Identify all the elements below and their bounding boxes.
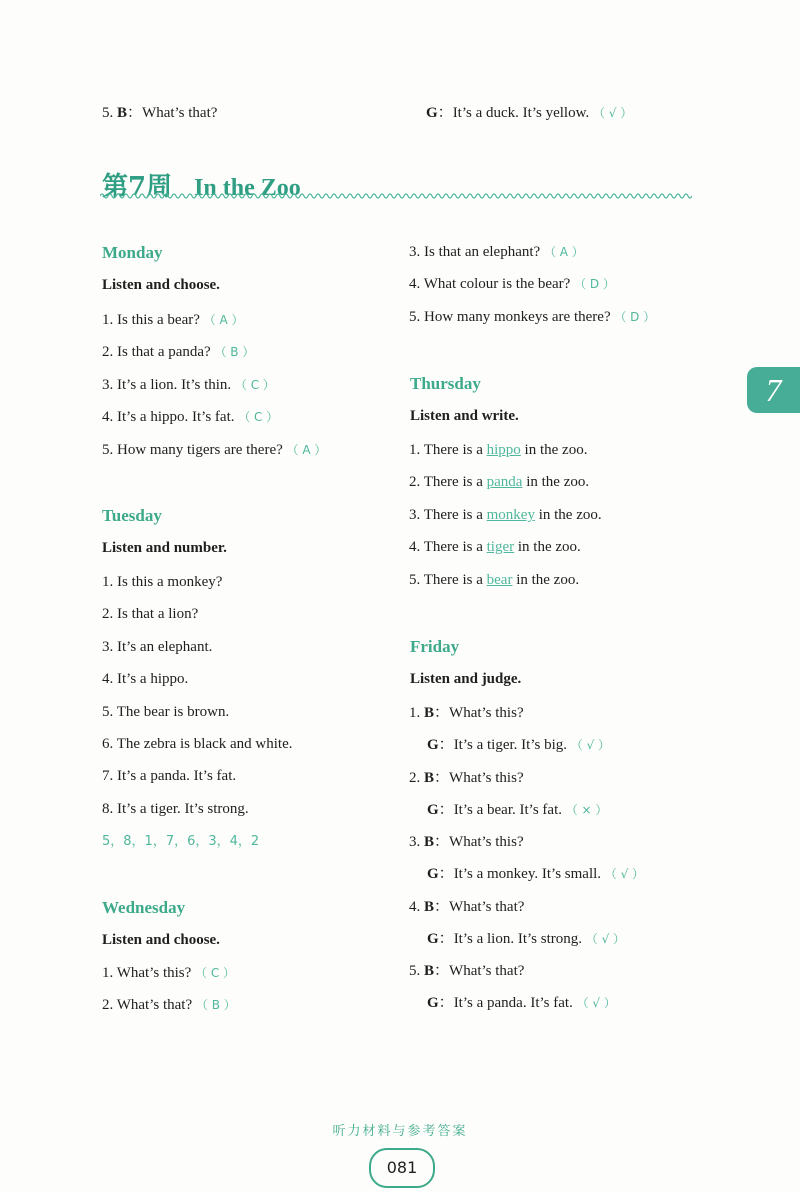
answer-choice: （ D ） <box>614 309 656 324</box>
filled-blank: hippo <box>486 442 521 458</box>
instruction-friday: Listen and judge. <box>410 671 522 687</box>
sentence-start: 5. There is a <box>409 571 483 588</box>
question-text: What’s that? <box>449 963 525 979</box>
speaker-g: G <box>427 995 439 1012</box>
friday-reply <box>427 800 607 820</box>
sentence-end: in the zoo. <box>526 474 590 491</box>
answer-choice: （ D ） <box>574 277 615 292</box>
reply-text: It’s a panda. It’s fat. <box>453 995 573 1012</box>
question-text: 2. Is that a panda? <box>102 344 211 361</box>
speaker-b: B <box>117 105 128 121</box>
friday-reply <box>427 929 625 949</box>
instruction-wednesday: Listen and choose. <box>102 932 220 948</box>
monday-item <box>102 407 278 427</box>
judge-mark: （ × ） <box>565 802 608 817</box>
answer-choice: （ A ） <box>203 313 244 327</box>
thursday-item <box>409 570 579 590</box>
page-number: 081 <box>369 1148 435 1188</box>
colon: ： <box>438 930 454 947</box>
friday-question <box>409 832 524 852</box>
answer-choice: （ A ） <box>286 442 327 457</box>
question-text: 3. It’s a lion. It’s thin. <box>102 376 232 393</box>
colon: ： <box>434 705 450 721</box>
filled-blank: bear <box>486 571 513 588</box>
question-text: 3. Is that an elephant? <box>409 244 541 260</box>
sentence-end: in the zoo. <box>538 506 602 523</box>
question-text: What’s that? <box>449 898 525 915</box>
week-title-zh: 第7周 <box>102 172 173 202</box>
question-text: 5. How many tigers are there? <box>102 441 283 458</box>
colon: ： <box>127 105 143 121</box>
answer-choice: （ C ） <box>238 410 279 425</box>
thursday-item <box>409 472 589 492</box>
sentence-start: 1. There is a <box>409 442 483 458</box>
sentence-start: 3. There is a <box>409 506 483 523</box>
speaker-b: B <box>424 898 435 915</box>
day-tuesday: Tuesday <box>102 506 162 525</box>
week-title-en: In the Zoo <box>194 175 301 201</box>
answer-choice: （ C ） <box>195 966 236 980</box>
day-wednesday: Wednesday <box>102 898 186 917</box>
item-number: 3. <box>409 834 421 850</box>
tuesday-item: 6. The zebra is black and white. <box>102 736 293 752</box>
filled-blank: tiger <box>486 539 515 556</box>
tuesday-item: 4. It’s a hippo. <box>102 671 189 688</box>
answer-mark: （ √ ） <box>592 106 633 120</box>
judge-mark: （ √ ） <box>570 738 611 753</box>
question-text: 2. What’s that? <box>102 997 193 1014</box>
colon: ： <box>434 963 450 979</box>
colon: ： <box>434 898 450 915</box>
speaker-b: B <box>424 769 435 786</box>
filled-blank: monkey <box>486 506 535 523</box>
monday-item <box>102 310 243 330</box>
monday-item <box>102 440 326 460</box>
thursday-item <box>409 440 587 460</box>
friday-reply <box>427 735 610 755</box>
question-text: What’s that? <box>142 105 218 121</box>
day-friday: Friday <box>410 637 460 656</box>
speaker-g: G <box>426 105 438 121</box>
day-monday: Monday <box>102 243 163 262</box>
speaker-b: B <box>424 705 435 721</box>
question-text: 1. Is this a bear? <box>102 312 200 328</box>
tuesday-item: 1. Is this a monkey? <box>102 574 223 590</box>
wednesday-item <box>409 274 615 294</box>
chapter-tab: 7 <box>747 367 800 413</box>
question-text: 1. What’s this? <box>102 965 192 981</box>
item-number: 5. <box>102 105 114 121</box>
question-text: What’s this? <box>449 834 524 850</box>
reply-text: It’s a monkey. It’s small. <box>453 866 602 883</box>
question-text: 4. It’s a hippo. It’s fat. <box>102 409 235 426</box>
wednesday-item <box>409 307 655 327</box>
colon: ： <box>438 995 454 1012</box>
item-number: 4. <box>409 898 421 915</box>
friday-question <box>409 897 524 917</box>
friday-question <box>409 703 524 723</box>
colon: ： <box>438 737 454 754</box>
speaker-b: B <box>424 963 435 979</box>
judge-mark: （ √ ） <box>604 867 645 882</box>
monday-item <box>102 342 254 362</box>
colon: ： <box>438 866 454 883</box>
tuesday-item: 2. Is that a lion? <box>102 606 199 623</box>
sentence-end: in the zoo. <box>524 442 588 458</box>
answer-choice: （ A ） <box>543 245 584 259</box>
friday-reply <box>427 864 644 884</box>
question-text: What’s this? <box>449 705 524 721</box>
speaker-g: G <box>427 801 439 818</box>
item-number: 2. <box>409 769 421 786</box>
instruction-thursday: Listen and write. <box>410 408 519 424</box>
tuesday-item: 7. It’s a panda. It’s fat. <box>102 768 237 785</box>
reply-text: It’s a lion. It’s strong. <box>453 930 583 947</box>
monday-item <box>102 375 275 395</box>
answer-choice: （ B ） <box>195 998 236 1013</box>
day-thursday: Thursday <box>410 374 481 393</box>
thursday-item <box>409 537 581 557</box>
item-number: 1. <box>409 705 421 721</box>
question-text: 5. How many monkeys are there? <box>409 308 611 325</box>
colon: ： <box>434 769 450 786</box>
friday-question <box>409 961 524 981</box>
question-text: 4. What colour is the bear? <box>409 276 571 293</box>
sentence-end: in the zoo. <box>516 571 580 588</box>
speaker-g: G <box>427 930 439 947</box>
wednesday-item <box>102 963 235 983</box>
prev-item-5 <box>102 103 217 123</box>
prev-item-5-reply: G：It’s a duck. It’s yellow. （ √ ） <box>426 105 633 121</box>
sentence-start: 2. There is a <box>409 474 483 491</box>
tuesday-item: 5. The bear is brown. <box>102 703 230 720</box>
speaker-g: G <box>427 866 439 883</box>
question-text: What’s this? <box>449 769 524 786</box>
instruction-tuesday: Listen and number. <box>102 540 227 556</box>
tuesday-item: 8. It’s a tiger. It’s strong. <box>102 800 249 817</box>
colon: ： <box>434 834 450 850</box>
instruction-monday: Listen and choose. <box>102 277 220 293</box>
reply-text: It’s a tiger. It’s big. <box>453 737 568 754</box>
tuesday-item: 3. It’s an elephant. <box>102 638 213 655</box>
footer-title: 听力材料与参考答案 <box>332 1124 468 1139</box>
reply-text: It’s a duck. It’s yellow. <box>452 105 590 121</box>
item-number: 5. <box>409 963 421 979</box>
judge-mark: （ √ ） <box>576 996 616 1011</box>
wednesday-item <box>102 995 236 1015</box>
friday-reply <box>427 993 616 1013</box>
reply-text: It’s a bear. It’s fat. <box>453 801 562 818</box>
tuesday-answer: 5，8，1，7，6，3，4，2 <box>102 834 260 849</box>
thursday-item <box>409 505 602 525</box>
colon: ： <box>438 801 454 818</box>
friday-question <box>409 768 524 788</box>
answer-choice: （ C ） <box>234 377 275 392</box>
sentence-end: in the zoo. <box>517 539 581 556</box>
filled-blank: panda <box>486 474 523 491</box>
wavy-underline <box>100 190 692 202</box>
wednesday-item <box>409 242 584 262</box>
speaker-g: G <box>427 737 439 754</box>
judge-mark: （ √ ） <box>585 931 626 946</box>
speaker-b: B <box>424 834 435 850</box>
answer-choice: （ B ） <box>214 345 255 360</box>
sentence-start: 4. There is a <box>409 539 483 556</box>
